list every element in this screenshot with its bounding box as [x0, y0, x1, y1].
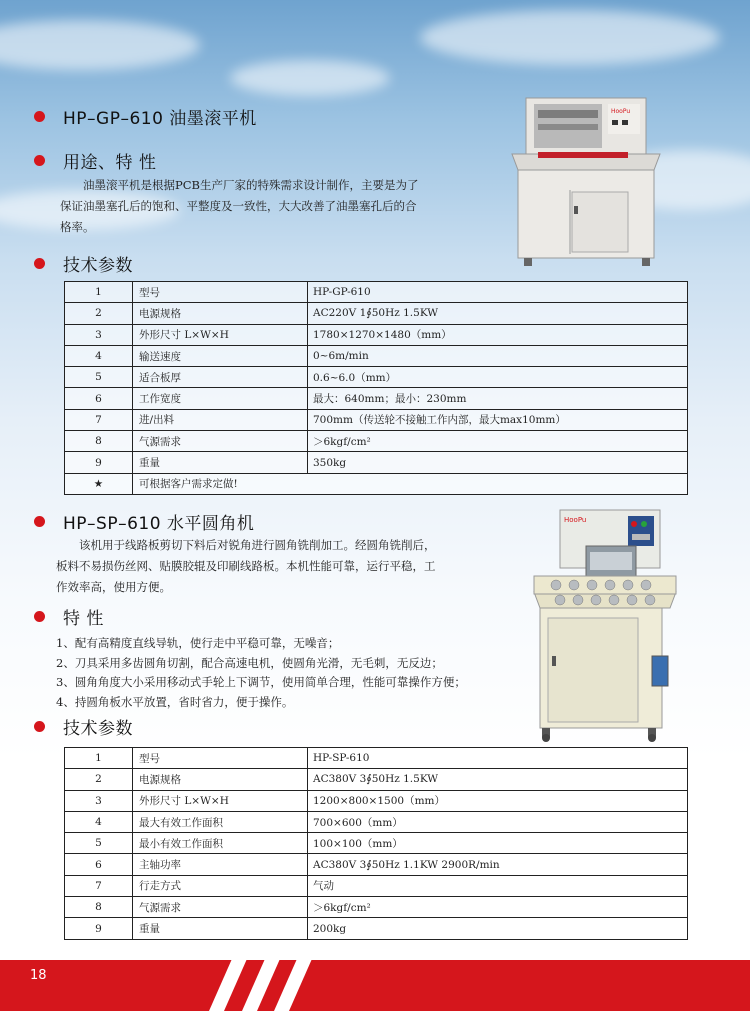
- machine1-logo: HooPu: [611, 108, 631, 115]
- param-name: 适合板厚: [133, 367, 308, 388]
- table-row: [65, 409, 688, 430]
- param-name: 电源规格: [133, 769, 308, 790]
- param-value: 1780×1270×1480（mm）: [308, 324, 688, 345]
- param-name: 型号: [133, 748, 308, 769]
- bullet-dot-icon: [34, 155, 45, 166]
- feature-item: 2、刀具采用多齿圆角切割，配合高速电机，使圆角光滑，无毛刺，无反边；: [56, 655, 443, 670]
- param-name: 外形尺寸 L×W×H: [133, 790, 308, 811]
- table-row: [65, 790, 688, 811]
- cloud-decoration: [230, 60, 390, 96]
- star-icon: ★: [65, 473, 133, 494]
- page-number: 18: [30, 968, 47, 983]
- table-row: [65, 748, 688, 769]
- section2-features-list: [56, 634, 536, 712]
- param-name: 型号: [133, 282, 308, 303]
- section1-title: HP–GP–610 油墨滚平机: [34, 104, 257, 129]
- table-row: [65, 388, 688, 409]
- table-row: [65, 918, 688, 939]
- table-row: [65, 897, 688, 918]
- param-name: 工作宽度: [133, 388, 308, 409]
- row-number: 8: [65, 897, 133, 918]
- row-number: 3: [65, 790, 133, 811]
- bullet-dot-icon: [34, 721, 45, 732]
- param-name: 电源规格: [133, 303, 308, 324]
- feature-item: 3、圆角角度大小采用移动式手轮上下调节，使用简单合理，性能可靠操作方便；: [56, 675, 466, 689]
- param-value: 1200×800×1500（mm）: [308, 790, 688, 811]
- param-name: 气源需求: [133, 431, 308, 452]
- param-value: 350kg: [308, 452, 688, 473]
- bullet-dot-icon: [34, 258, 45, 269]
- cloud-decoration: [420, 10, 720, 65]
- param-value: 200kg: [308, 918, 688, 939]
- table-row: [65, 769, 688, 790]
- param-name: 主轴功率: [133, 854, 308, 875]
- feature-item: 4、持圆角板水平放置，省时省力，便于操作。: [56, 694, 294, 709]
- row-number: 4: [65, 345, 133, 366]
- row-number: 6: [65, 388, 133, 409]
- param-value: HP-GP-610: [308, 282, 688, 303]
- row-number: 2: [65, 303, 133, 324]
- row-number: 5: [65, 833, 133, 854]
- param-name: 行走方式: [133, 875, 308, 896]
- table-row: [65, 282, 688, 303]
- table-row-note: [65, 473, 688, 494]
- param-value: 100×100（mm）: [308, 833, 688, 854]
- section2-features-heading: 特 性: [34, 604, 104, 629]
- row-number: 6: [65, 854, 133, 875]
- param-value: 气动: [308, 875, 688, 896]
- table-row: [65, 811, 688, 832]
- param-value: 700×600（mm）: [308, 811, 688, 832]
- section1-spec-heading: 技术参数: [34, 251, 133, 276]
- row-number: 5: [65, 367, 133, 388]
- table-row: [65, 875, 688, 896]
- table-row: [65, 833, 688, 854]
- param-name: 重量: [133, 452, 308, 473]
- table-row: [65, 367, 688, 388]
- param-value: AC380V 3∮50Hz 1.5KW: [308, 769, 688, 790]
- table-row: [65, 345, 688, 366]
- ink-roller-machine-image: [508, 96, 668, 268]
- row-number: 9: [65, 918, 133, 939]
- param-name: 最大有效工作面积: [133, 811, 308, 832]
- row-number: 9: [65, 452, 133, 473]
- row-number: 1: [65, 748, 133, 769]
- custom-order-note: 可根据客户需求定做!: [133, 473, 688, 494]
- row-number: 7: [65, 875, 133, 896]
- row-number: 7: [65, 409, 133, 430]
- param-value: ＞6kgf/cm²: [308, 431, 688, 452]
- section1-usage-heading: 用途、特 性: [34, 148, 156, 173]
- param-name: 进/出料: [133, 409, 308, 430]
- param-name: 最小有效工作面积: [133, 833, 308, 854]
- table-row: [65, 854, 688, 875]
- param-value: AC380V 3∮50Hz 1.1KW 2900R/min: [308, 854, 688, 875]
- machine2-logo: HooPu: [564, 516, 587, 524]
- section2-spec-heading: 技术参数: [34, 714, 133, 739]
- feature-item: 1、配有高精度直线导轨，使行走中平稳可靠，无噪音；: [56, 636, 340, 650]
- row-number: 1: [65, 282, 133, 303]
- section2-spec-table: [64, 747, 688, 940]
- bullet-dot-icon: [34, 611, 45, 622]
- section2-intro-text: 该机用于线路板剪切下料后对锐角进行圆角铣削加工。经圆角铣削后， 板料不易损伤丝网、贴膜胶辊及印刷线路板。本机性能可靠，运行平稳，工 作效率高，使用方便。: [56, 538, 436, 594]
- param-value: AC220V 1∮50Hz 1.5KW: [308, 303, 688, 324]
- param-name: 气源需求: [133, 897, 308, 918]
- section1-usage-text: 油墨滚平机是根据PCB生产厂家的特殊需求设计制作，主要是为了 保证油墨塞孔后的饱和、平整度及一致性，大大改善了油墨塞孔后的合 格率。: [60, 178, 419, 234]
- row-number: 3: [65, 324, 133, 345]
- param-value: ＞6kgf/cm²: [308, 897, 688, 918]
- table-row: [65, 324, 688, 345]
- param-value: 700mm（传送轮不接触工作内部，最大max10mm）: [308, 409, 688, 430]
- bullet-dot-icon: [34, 516, 45, 527]
- section1-spec-table: [64, 281, 688, 495]
- footer-stripes-decoration: [0, 952, 750, 1011]
- param-value: 0.6~6.0（mm）: [308, 367, 688, 388]
- section2-title: HP–SP–610 水平圆角机: [34, 509, 254, 534]
- table-row: [65, 452, 688, 473]
- row-number: 2: [65, 769, 133, 790]
- table-row: [65, 431, 688, 452]
- param-name: 外形尺寸 L×W×H: [133, 324, 308, 345]
- param-name: 重量: [133, 918, 308, 939]
- param-name: 输送速度: [133, 345, 308, 366]
- param-value: 0~6m/min: [308, 345, 688, 366]
- param-value: 最大：640mm；最小：230mm: [308, 388, 688, 409]
- param-value: HP-SP-610: [308, 748, 688, 769]
- bullet-dot-icon: [34, 111, 45, 122]
- row-number: 4: [65, 811, 133, 832]
- table-row: [65, 303, 688, 324]
- row-number: 8: [65, 431, 133, 452]
- cloud-decoration: [0, 20, 200, 70]
- corner-rounding-machine-image: [530, 506, 680, 744]
